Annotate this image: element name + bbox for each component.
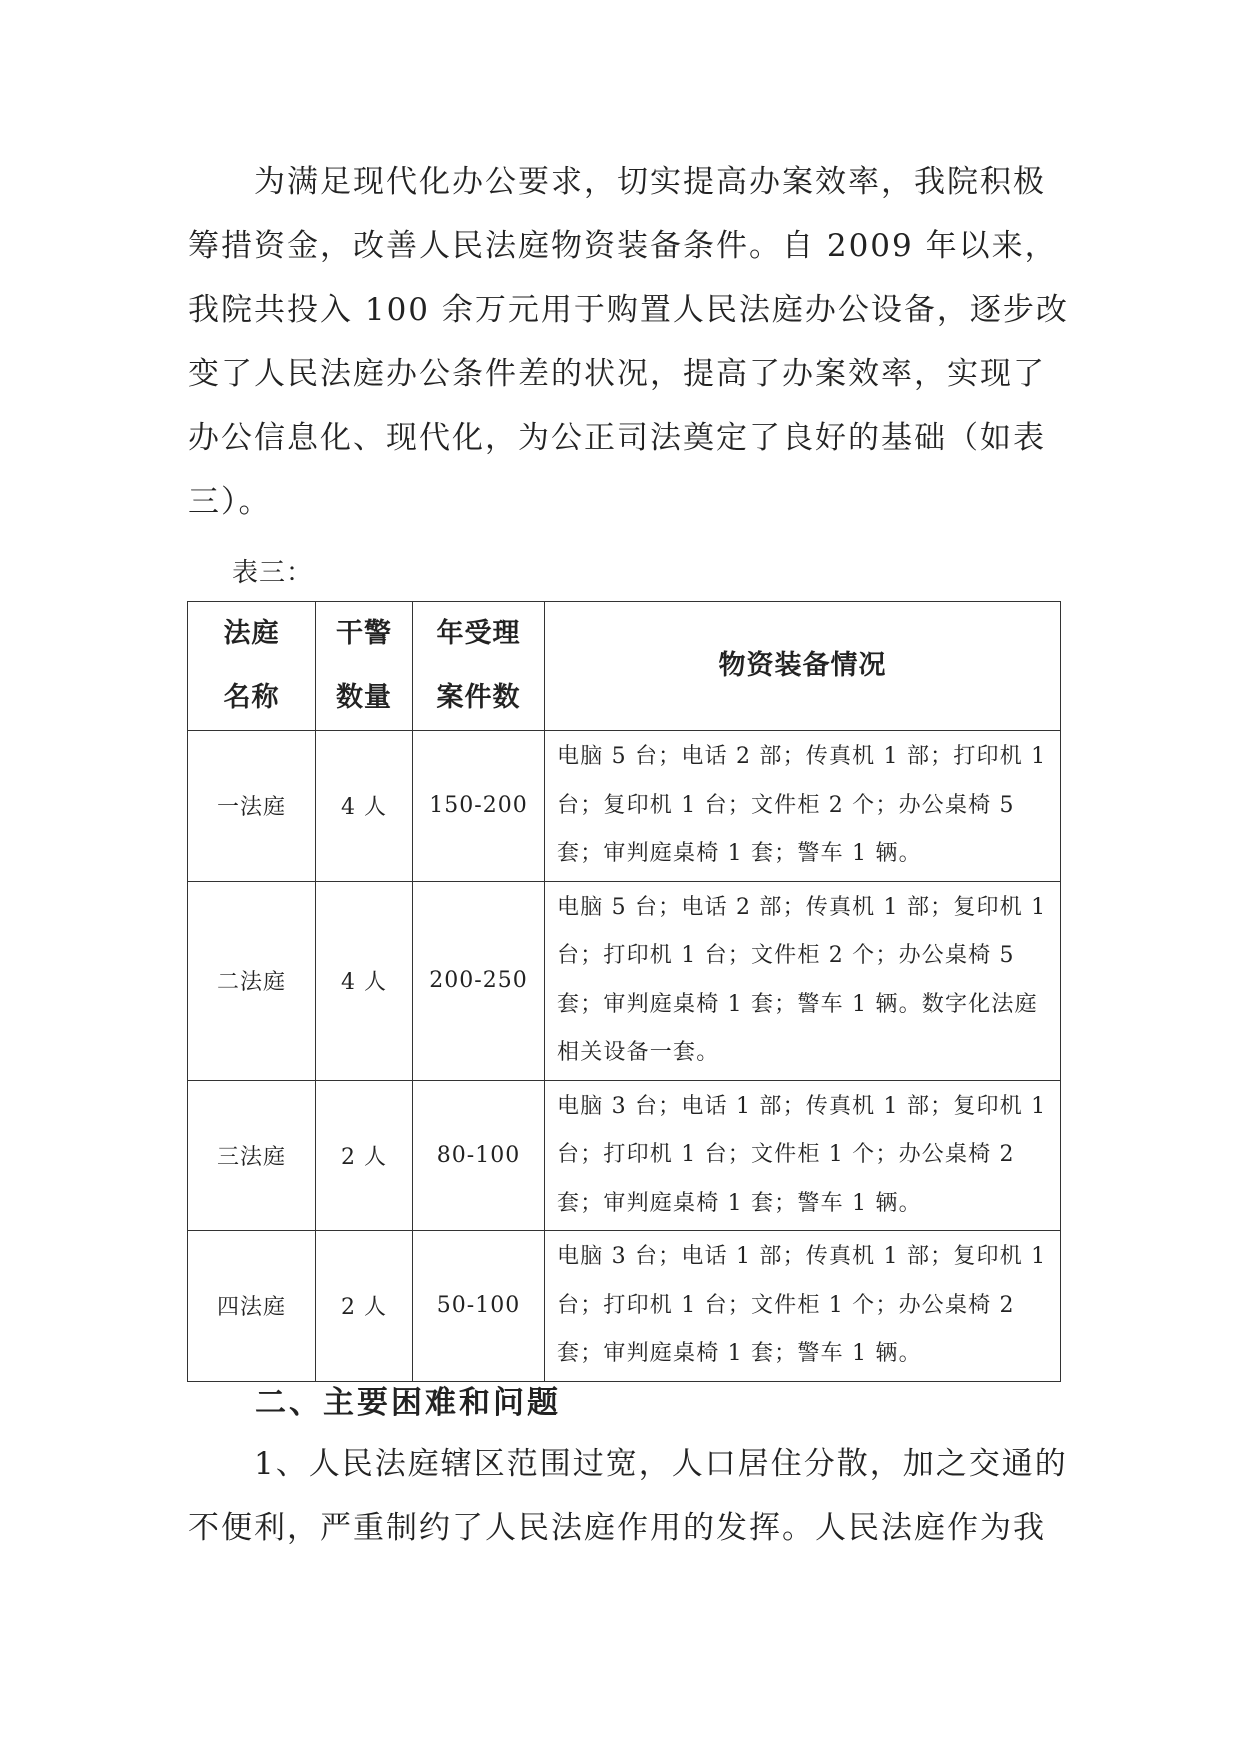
header-staff-count-line2: 数量 bbox=[336, 682, 392, 713]
cell-court-name: 四法庭 bbox=[188, 1231, 316, 1382]
cell-annual-cases: 80-100 bbox=[413, 1080, 545, 1231]
header-equipment bbox=[545, 602, 1061, 731]
intro-paragraph-line: 变了人民法庭办公条件差的状况，提高了办案效率，实现了 bbox=[188, 356, 1046, 392]
intro-paragraph-line: 三）。 bbox=[188, 484, 272, 520]
intro-paragraph-line: 我院共投入 100 余万元用于购置人民法庭办公设备，逐步改 bbox=[188, 292, 1069, 328]
cell-annual-cases: 150-200 bbox=[413, 731, 545, 882]
equipment-table bbox=[187, 601, 1061, 1382]
cell-court-name: 一法庭 bbox=[188, 731, 316, 882]
table-caption: 表三： bbox=[232, 558, 314, 588]
cell-annual-cases: 50-100 bbox=[413, 1231, 545, 1382]
table-header-row bbox=[188, 602, 1061, 731]
header-court-name-line1: 法庭 bbox=[223, 618, 280, 649]
header-staff-count bbox=[316, 602, 413, 731]
header-court-name bbox=[188, 602, 316, 731]
cell-staff-count: 2 人 bbox=[316, 1080, 413, 1231]
table-row bbox=[188, 881, 1061, 1080]
header-annual-cases-line1: 年受理 bbox=[436, 618, 521, 649]
cell-equipment: 电脑 5 台；电话 2 部；传真机 1 部；复印机 1 台；打印机 1 台；文件柜 2 个；办公桌椅 5 套；审判庭桌椅 1 套；警车 1 辆。数字化法庭相关设备一套。 bbox=[545, 881, 1061, 1080]
problem-paragraph-line: 1、人民法庭辖区范围过宽，人口居住分散，加之交通的 bbox=[188, 1446, 1068, 1482]
cell-staff-count: 4 人 bbox=[316, 881, 413, 1080]
table-row bbox=[188, 1080, 1061, 1231]
intro-paragraph-line: 筹措资金，改善人民法庭物资装备条件。自 2009 年以来， bbox=[188, 228, 1058, 264]
cell-equipment: 电脑 5 台；电话 2 部；传真机 1 部；打印机 1 台；复印机 1 台；文件柜 2 个；办公桌椅 5 套；审判庭桌椅 1 套；警车 1 辆。 bbox=[545, 731, 1061, 882]
cell-staff-count: 4 人 bbox=[316, 731, 413, 882]
cell-court-name: 三法庭 bbox=[188, 1080, 316, 1231]
cell-annual-cases: 200-250 bbox=[413, 881, 545, 1080]
intro-paragraph bbox=[188, 150, 1069, 534]
cell-equipment: 电脑 3 台；电话 1 部；传真机 1 部；复印机 1 台；打印机 1 台；文件柜 1 个；办公桌椅 2 套；审判庭桌椅 1 套；警车 1 辆。 bbox=[545, 1231, 1061, 1382]
problem-paragraph-line: 不便利，严重制约了人民法庭作用的发挥。人民法庭作为我 bbox=[188, 1510, 1046, 1546]
cell-equipment: 电脑 3 台；电话 1 部；传真机 1 部；复印机 1 台；打印机 1 台；文件柜 1 个；办公桌椅 2 套；审判庭桌椅 1 套；警车 1 辆。 bbox=[545, 1080, 1061, 1231]
header-staff-count-line1: 干警 bbox=[336, 618, 392, 649]
header-annual-cases-line2: 案件数 bbox=[436, 682, 521, 713]
header-annual-cases bbox=[413, 602, 545, 731]
table-row bbox=[188, 1231, 1061, 1382]
section-heading: 二、主要困难和问题 bbox=[255, 1385, 561, 1421]
problem-paragraph bbox=[188, 1432, 1068, 1560]
intro-paragraph-line: 为满足现代化办公要求，切实提高办案效率，我院积极 bbox=[188, 164, 1046, 200]
cell-court-name: 二法庭 bbox=[188, 881, 316, 1080]
header-court-name-line2: 名称 bbox=[223, 682, 280, 713]
cell-staff-count: 2 人 bbox=[316, 1231, 413, 1382]
table-row bbox=[188, 731, 1061, 882]
intro-paragraph-line: 办公信息化、现代化，为公正司法奠定了良好的基础（如表 bbox=[188, 420, 1046, 456]
header-equipment-label: 物资装备情况 bbox=[718, 650, 887, 681]
